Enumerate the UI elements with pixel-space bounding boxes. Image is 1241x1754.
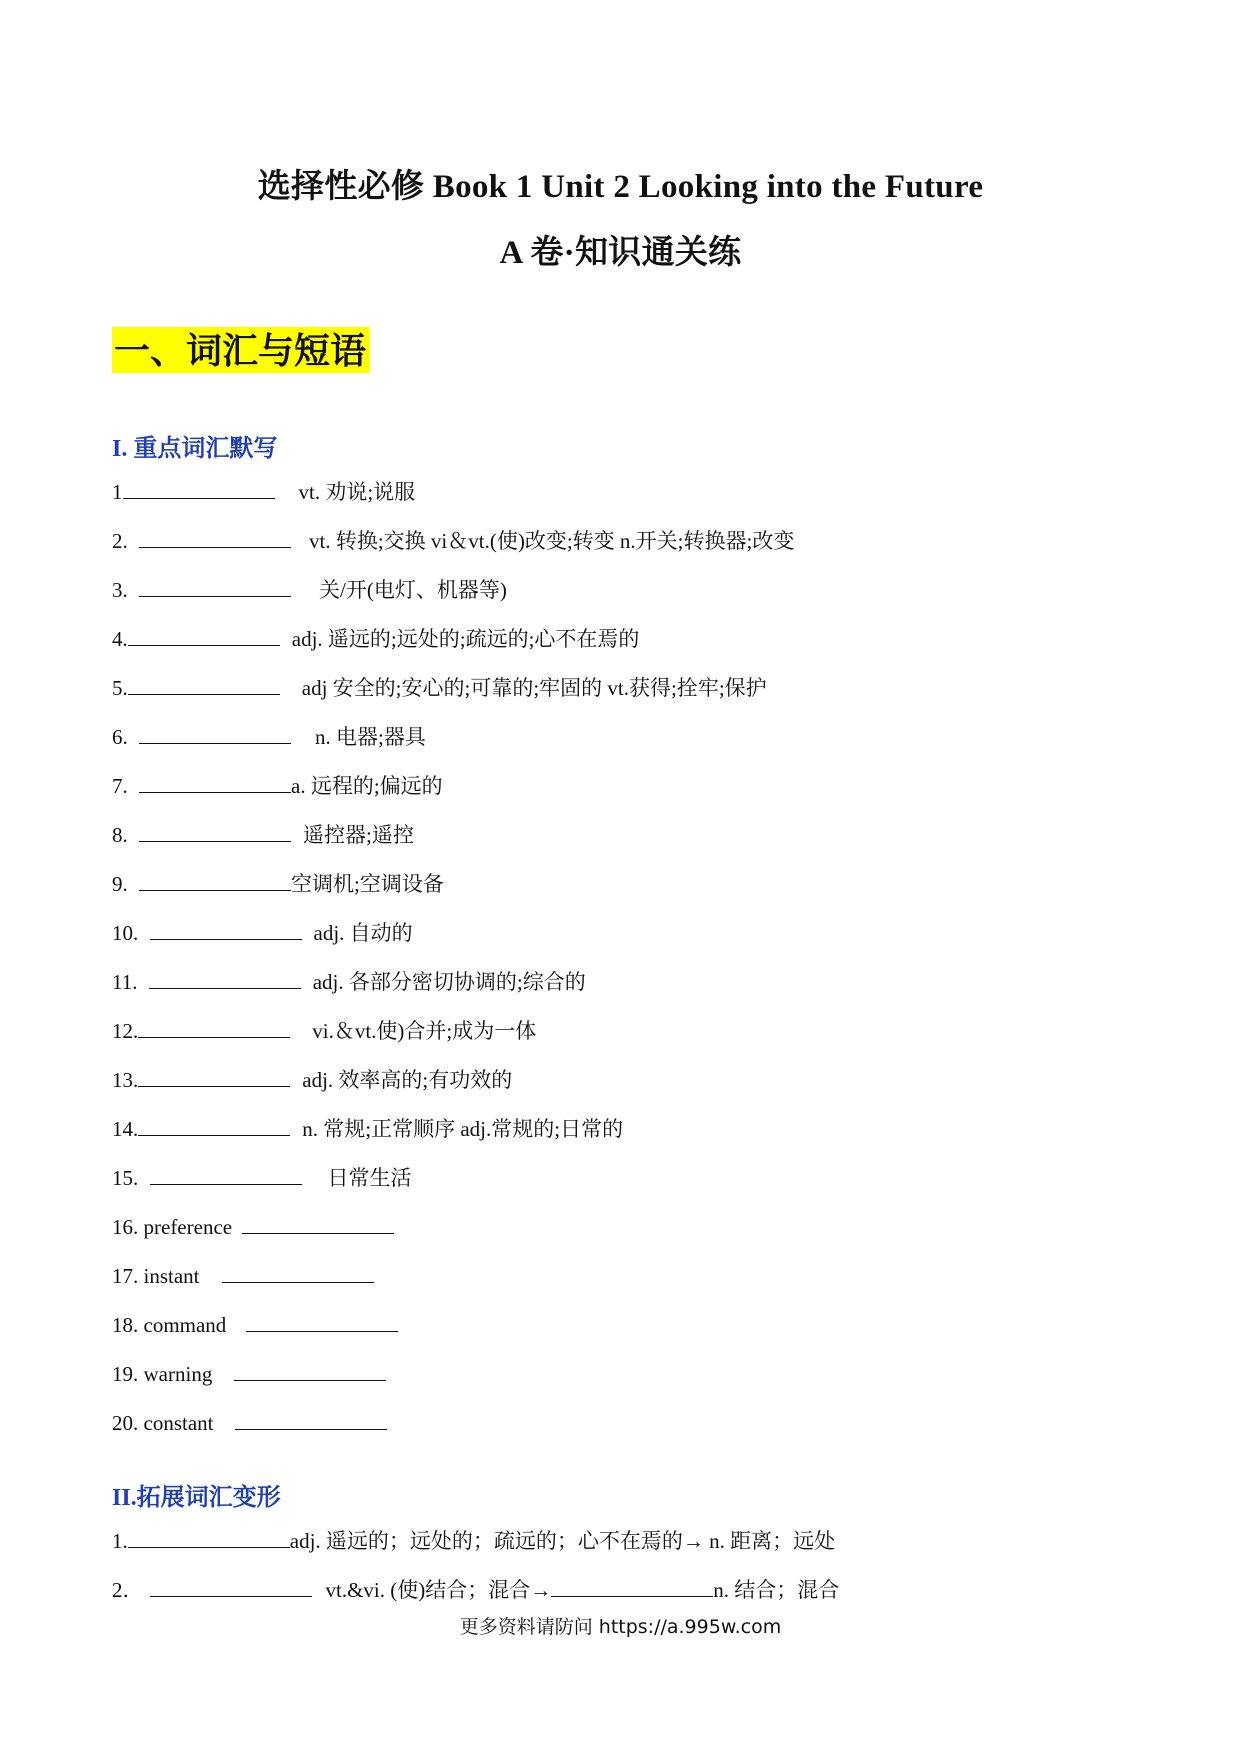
item-number: 7. <box>112 774 133 798</box>
list-item <box>112 1311 404 1339</box>
item-number: 6. <box>112 725 133 749</box>
item-number: 17. instant <box>112 1264 200 1288</box>
answer-blank[interactable] <box>138 1066 290 1087</box>
item-number: 11. <box>112 970 143 994</box>
list-item <box>112 1262 380 1290</box>
answer-blank[interactable] <box>128 1527 290 1548</box>
list-item <box>112 1409 393 1437</box>
answer-blank[interactable] <box>123 478 275 499</box>
list-item <box>112 1017 536 1045</box>
list-item <box>112 674 767 702</box>
answer-blank[interactable] <box>128 674 280 695</box>
answer-blank[interactable] <box>128 625 280 646</box>
item-number: 19. warning <box>112 1362 213 1386</box>
answer-blank[interactable] <box>139 527 291 548</box>
list-item <box>112 919 413 947</box>
answer-blank[interactable] <box>149 968 301 989</box>
item-number: 3. <box>112 578 133 602</box>
answer-blank[interactable] <box>139 870 291 891</box>
list-item <box>112 723 426 751</box>
item-meaning: n. 常规;正常顺序 adj.常规的;日常的 <box>302 1117 624 1141</box>
list-item <box>112 968 586 996</box>
answer-blank[interactable] <box>242 1213 394 1234</box>
list-item <box>112 1576 839 1604</box>
list-item <box>112 1066 512 1094</box>
footer-note: 更多资料请防问 https://a.995w.com <box>459 1616 782 1638</box>
answer-blank[interactable] <box>551 1576 713 1597</box>
item-meaning: 遥控器;遥控 <box>303 823 414 847</box>
list-item <box>112 870 444 898</box>
item-number: 10. <box>112 921 144 945</box>
item-number: 1. <box>112 1529 128 1553</box>
answer-blank[interactable] <box>150 1576 312 1597</box>
item-number: 9. <box>112 872 133 896</box>
item-number: 4. <box>112 627 128 651</box>
item-mid-text: vt.&vi. (使)结合；混合→ <box>325 1578 552 1602</box>
item-number: 1 <box>112 480 123 504</box>
item-meaning: n. 结合；混合 <box>713 1578 840 1602</box>
answer-blank[interactable] <box>246 1311 398 1332</box>
item-meaning: 空调机;空调设备 <box>291 872 444 896</box>
item-number: 15. <box>112 1166 144 1190</box>
list-item <box>112 1527 835 1555</box>
list-item <box>112 625 639 653</box>
item-number: 8. <box>112 823 133 847</box>
item-meaning: vt. 转换;交换 vi＆vt.(使)改变;转变 n.开关;转换器;改变 <box>309 529 795 553</box>
answer-blank[interactable] <box>235 1409 387 1430</box>
item-meaning: adj. 遥远的;远处的;疏远的;心不在焉的 <box>291 627 640 651</box>
item-meaning: 日常生活 <box>327 1166 412 1190</box>
item-number: 18. command <box>112 1313 227 1337</box>
answer-blank[interactable] <box>150 1164 302 1185</box>
item-number: 13. <box>112 1068 139 1092</box>
item-number: 2. <box>112 529 133 553</box>
item-number: 20. constant <box>112 1411 214 1435</box>
item-meaning: vi.＆vt.使)合并;成为一体 <box>312 1019 537 1043</box>
answer-blank[interactable] <box>150 919 302 940</box>
list-item <box>112 576 507 604</box>
item-meaning: adj 安全的;安心的;可靠的;牢固的 vt.获得;拴牢;保护 <box>301 676 767 700</box>
item-meaning: vt. 劝说;说服 <box>298 480 416 504</box>
answer-blank[interactable] <box>222 1262 374 1283</box>
item-meaning: adj. 效率高的;有功效的 <box>302 1068 513 1092</box>
list-item <box>112 1115 623 1143</box>
answer-blank[interactable] <box>139 821 291 842</box>
item-meaning: n. 电器;器具 <box>315 725 426 749</box>
answer-blank[interactable] <box>139 576 291 597</box>
part2-heading: II.拓展词汇变形 <box>112 1485 281 1511</box>
answer-blank[interactable] <box>138 1017 290 1038</box>
part1-heading: I. 重点词汇默写 <box>112 436 278 462</box>
list-item <box>112 821 414 849</box>
item-meaning: adj. 各部分密切协调的;综合的 <box>312 970 586 994</box>
item-number: 2． <box>112 1578 144 1602</box>
item-number: 12. <box>112 1019 139 1043</box>
item-meaning: adj. 遥远的；远处的；疏远的；心不在焉的→ n. 距离；远处 <box>289 1529 836 1553</box>
item-number: 5. <box>112 676 128 700</box>
list-item <box>112 1360 392 1388</box>
section-heading: 一、词汇与短语 <box>112 327 370 373</box>
item-number: 14. <box>112 1117 139 1141</box>
document-subtitle: A 卷·知识通关练 <box>499 235 742 271</box>
document-title: 选择性必修 Book 1 Unit 2 Looking into the Future <box>257 169 984 205</box>
item-meaning: 关/开(电灯、机器等) <box>319 578 507 602</box>
answer-blank[interactable] <box>139 723 291 744</box>
list-item <box>112 1213 400 1241</box>
list-item <box>112 478 415 506</box>
list-item <box>112 772 443 800</box>
item-number: 16. preference <box>112 1215 233 1239</box>
item-meaning: a. 远程的;偏远的 <box>291 774 443 798</box>
answer-blank[interactable] <box>139 772 291 793</box>
answer-blank[interactable] <box>234 1360 386 1381</box>
answer-blank[interactable] <box>138 1115 290 1136</box>
list-item <box>112 1164 412 1192</box>
list-item <box>112 527 794 555</box>
item-meaning: adj. 自动的 <box>313 921 413 945</box>
